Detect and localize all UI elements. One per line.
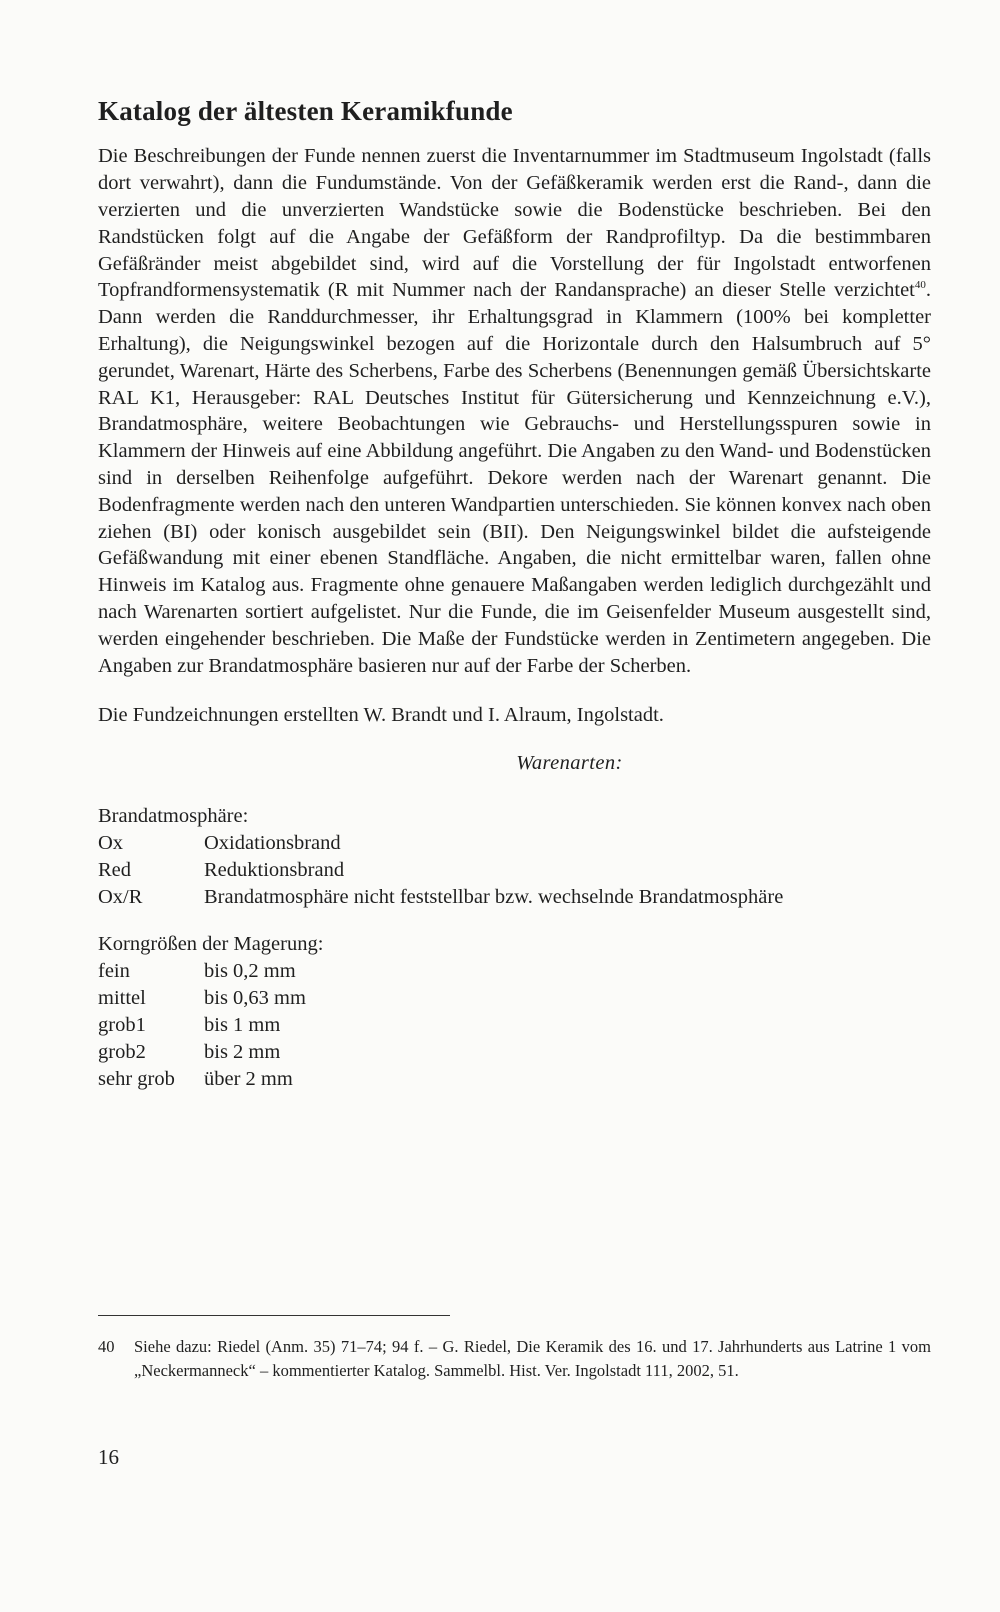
grain-size-value: bis 0,63 mm [204, 986, 306, 1009]
grain-size-key: fein [98, 959, 130, 982]
grain-size-key: grob2 [98, 1040, 146, 1063]
grain-size-value: bis 0,2 mm [204, 959, 296, 982]
footnote-number: 40 [98, 1337, 115, 1356]
paragraph-part-2: . Dann werden die Randdurchmesser, ihr Erhaltungsgrad in Klammern (100% bei kompletter Erhaltung), die Neigungswinkel bezogen auf die Horizontale durch den Halsumbruch auf 5° gerundet, Warenart, Härte des Scherbens, Farbe des Scherbens (Benennungen gemäß Übersichtskarte RAL K1, Herausgeber: RAL Deutsches Institut für Gütersicherung und Kennzeichnung e.V.), Brandatmosphäre, weitere Beobachtungen wie Gebrauchs- und Herstellungsspuren sowie in Klammern der Hinweis auf eine Abbildung angeführt. Die Angaben zu den Wand- und Bodenstücken sind in derselben Reihenfolge aufgeführt. Dekore werden nach der Warenart genannt. Die Bodenfragmente werden nach den unteren Wandpartien unterschieden. Sie können konvex nach oben ziehen (BI) oder konisch ausgebildet sein (BII). Den Neigungswinkel bildet die aufsteigende Gefäßwandung mit einer ebenen Standfläche. Angaben, die nicht ermittelbar waren, fallen ohne Hinweis im Katalog aus. Fragmente ohne genauere Maßangaben werden lediglich durchgezählt und nach Warenarten sortiert aufgelistet. Nur die Funde, die im Geisenfelder Museum ausgestellt sind, werden eingehender beschrieben. Die Maße der Fundstücke werden in Zentimetern angegeben. Die Angaben zur Brandatmosphäre basieren nur auf der Farbe der Scherben. [98, 279, 931, 677]
footnote-reference[interactable]: 40 [914, 279, 926, 292]
atmosphere-label: Brandatmosphäre: [98, 804, 249, 827]
atmosphere-row [98, 857, 931, 884]
grain-size-row [98, 985, 931, 1012]
atmosphere-row [98, 830, 931, 857]
atmosphere-table [98, 803, 931, 911]
grain-size-label: Korngrößen der Magerung: [98, 932, 324, 955]
footnote [98, 1335, 931, 1382]
drawing-credits: Die Fundzeichnungen erstellten W. Brandt und I. Alraum, Ingolstadt. [98, 704, 664, 727]
grain-size-key: grob1 [98, 1013, 146, 1036]
footnote-divider [98, 1315, 450, 1316]
grain-size-row [98, 1039, 931, 1066]
atmosphere-value: Oxidationsbrand [204, 831, 341, 854]
grain-size-table [98, 931, 931, 1093]
grain-size-key: sehr grob [98, 1067, 175, 1090]
atmosphere-value: Reduktionsbrand [204, 858, 345, 881]
atmosphere-key: Ox [98, 831, 124, 854]
page-title: Katalog der ältesten Keramikfunde [98, 96, 513, 126]
grain-size-row [98, 958, 931, 985]
paragraph-part-1: Die Beschreibungen der Funde nennen zuerst die Inventarnummer im Stadtmuseum Ingolstadt (falls dort verwahrt), dann die Fundumstände. Von der Gefäßkeramik werden erst die Rand-, dann die verzierten und die unverzierten Wandstücke sowie die Bodenstücke beschrieben. Bei den Randstücken folgt auf die Angabe der Gefäßform der Randprofiltyp. Da die bestimmbaren Gefäßränder meist abgebildet sind, wird auf die Vorstellung der für Ingolstadt entworfenen Topfrandformensystematik (R mit Nummer nach der Randansprache) an dieser Stelle verzichtet [98, 145, 931, 302]
grain-size-value: über 2 mm [204, 1067, 293, 1090]
atmosphere-key: Red [98, 858, 132, 881]
page-content [98, 95, 931, 1093]
catalog-description-paragraph [98, 143, 931, 679]
atmosphere-key: Ox/R [98, 885, 143, 908]
atmosphere-row [98, 884, 931, 911]
grain-size-row [98, 1012, 931, 1039]
grain-size-value: bis 2 mm [204, 1040, 281, 1063]
ware-types-heading: Warenarten: [516, 752, 623, 775]
atmosphere-value: Brandatmosphäre nicht feststellbar bzw. wechselnde Brandatmosphäre [204, 885, 784, 908]
grain-size-key: mittel [98, 986, 146, 1009]
grain-size-row [98, 1066, 931, 1093]
footnote-text: Siehe dazu: Riedel (Anm. 35) 71–74; 94 f. – G. Riedel, Die Keramik des 16. und 17. Jahrhunderts aus Latrine 1 vom „Neckermanneck“ – kommentierter Katalog. Sammelbl. Hist. Ver. Ingolstadt 111, 2002, 51. [134, 1337, 931, 1380]
grain-size-value: bis 1 mm [204, 1013, 281, 1036]
page-number: 16 [98, 1445, 119, 1469]
